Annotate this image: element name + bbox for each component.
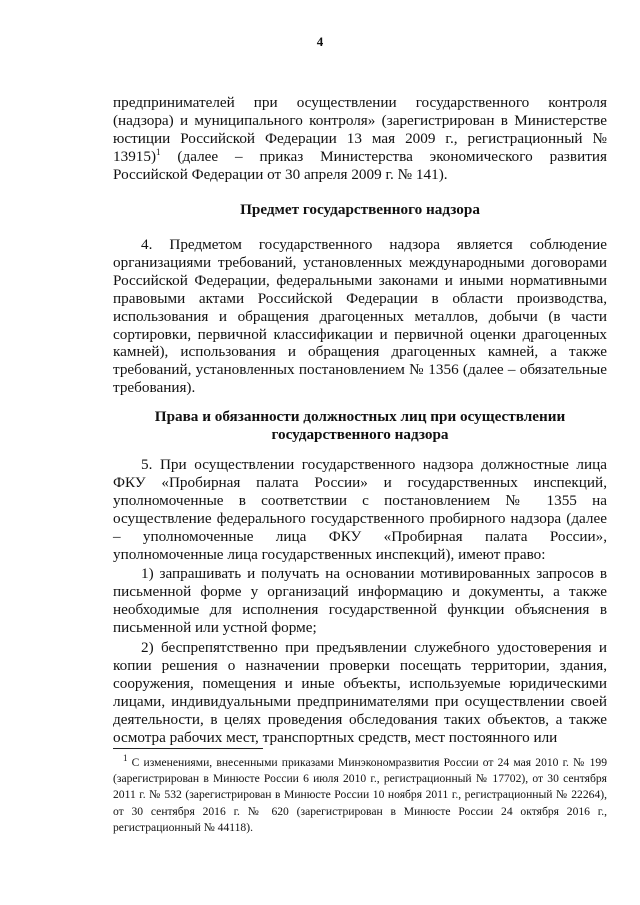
paragraph-4: 4. Предметом государственного надзора является соблюдение организациями требований, установленных международными договорами Российской Федерации, федеральными законами и иными нормативными правовыми актами Российской Федерации в области производства, использования и обращения драгоценных металлов, добычи (в части сортировки, первичной классификации и первичной оценки драгоценных камней), использования и обращения драгоценных камней, а также требований, установленных постановлением № 1356 (далее – обязательные требования). [113, 236, 607, 397]
footnote-text: С изменениями, внесенными приказами Минэкономразвития России от 24 мая 2010 г. № 199 (зарегистрирован в Минюсте России 6 июля 2010 г., регистрационный № 17702), от 30 сентября 2011 г. № 532 (зарегистрирован в Минюсте России 10 ноября 2011 г., регистрационный № 22264), от 30 сентября 2016 г. № 620 (зарегистрирован в Минюсте России 24 октября 2016 г., регистрационный № 44118). [113, 756, 607, 834]
intro-text-tail: (далее – приказ Министерства экономического развития Российской Федерации от 30 апреля 2009 г. № 141). [113, 147, 607, 183]
footnote [113, 755, 607, 836]
list-item-2: 2) беспрепятственно при предъявлении служебного удостоверения и копии решения о назначении проверки посещать территории, здания, сооружения, помещения и иные объекты, используемые юридическими лицами, индивидуальными предпринимателями при осуществлении своей деятельности, в целях проведения обследования таких объектов, а также осмотра рабочих мест, транспортных средств, мест постоянного или [113, 639, 607, 746]
heading-subject: Предмет государственного надзора [240, 201, 480, 218]
intro-paragraph [113, 94, 607, 184]
footnote-reference: 1 [156, 146, 161, 157]
list-item-1: 1) запрашивать и получать на основании мотивированных запросов в письменной форме у организаций информацию и документы, а также необходимые для исполнения государственной функции объяснения в письменной или устной форме; [113, 565, 607, 637]
page-number: 4 [316, 34, 324, 49]
paragraph-5: 5. При осуществлении государственного надзора должностные лица ФКУ «Пробирная палата России» и государственных инспекций, уполномоченные в соответствии с постановлением № 1355 на осуществление федерального государственного пробирного надзора (далее – уполномоченные лица ФКУ «Пробирная палата России», уполномоченные лица государственных инспекций), имеют право: [113, 456, 607, 563]
intro-text: предпринимателей при осуществлении государственного контроля (надзора) и муниципального контроля» (зарегистрирован в Министерстве юстиции Российской Федерации 13 мая 2009 г., регистрационный № 13915) [113, 94, 607, 165]
footnote-divider [113, 748, 263, 749]
paragraph-5-block [113, 456, 607, 749]
heading-rights: Права и обязанности должностных лиц при осуществлении государственного надзора [154, 408, 566, 443]
footnote-mark: 1 [123, 753, 128, 764]
